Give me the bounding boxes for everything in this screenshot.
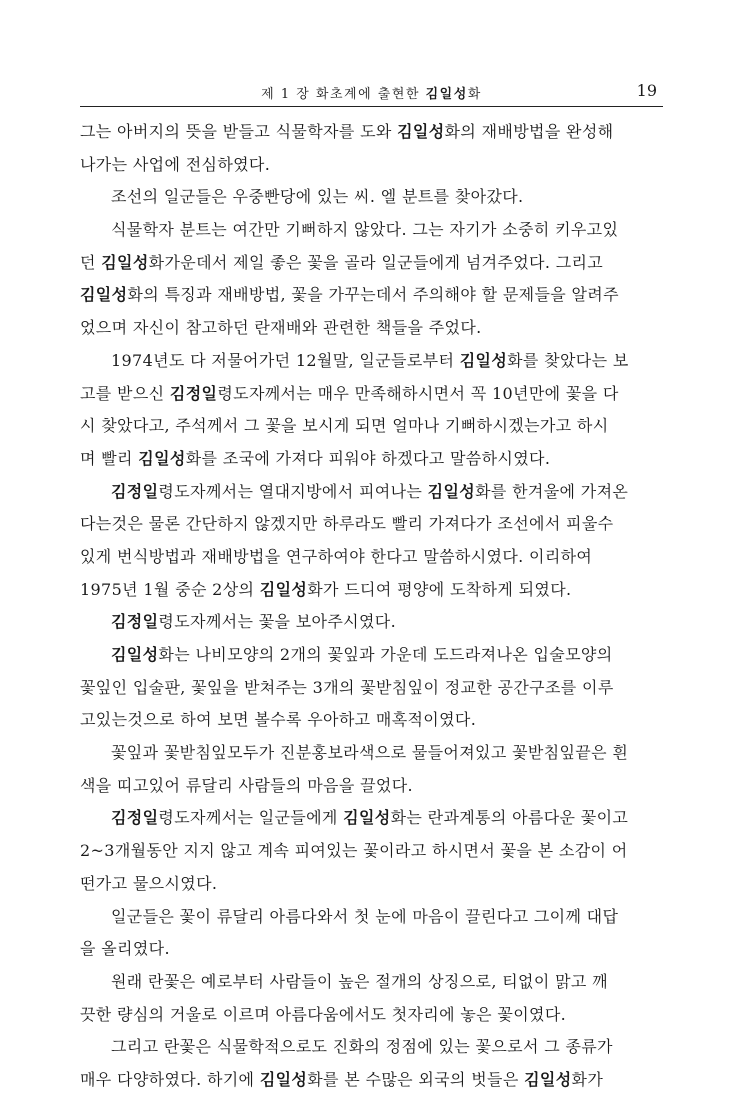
- text-line: [80, 214, 663, 247]
- text-run: 고있는것으로 하여 보면 볼수록 우아하고 매혹적이였다.: [80, 710, 477, 730]
- text-run: 식물학자 분트는 여간만 기뻐하지 않았다. 그는 자기가 소중히 키우고있: [111, 220, 619, 240]
- text-line: [80, 639, 663, 672]
- text-run: 매우 다양하였다. 하기에: [80, 1069, 260, 1089]
- text-line: [80, 802, 663, 835]
- text-run: 원래 란꽃은 예로부터 사람들이 높은 절개의 상징으로, 티없이 맑고 깨: [111, 971, 608, 991]
- text-run: 화를 찾았다는 보: [507, 350, 629, 370]
- text-run: 그리고 란꽃은 식물학적으로도 진화의 정점에 있는 꽃으로서 그 종류가: [111, 1037, 613, 1057]
- text-run: 화가운데서 제일 좋은 꽃을 골라 일군들에게 넘겨주었다. 그리고: [148, 252, 604, 272]
- text-line: [80, 149, 663, 182]
- bold-name: 김일성: [259, 1069, 308, 1089]
- text-line: [80, 1064, 663, 1097]
- text-run: 화의 특징과 재배방법, 꽃을 가꾸는데서 주의해야 할 문제들을 알려주: [127, 285, 619, 305]
- text-line: [80, 737, 663, 770]
- text-run: 1975년 1월 중순 2상의: [80, 579, 260, 599]
- text-line: [80, 279, 663, 312]
- text-run: 었으며 자신이 참고하던 란재배와 관련한 책들을 주었다.: [80, 318, 482, 338]
- text-line: [80, 574, 663, 607]
- bold-name: 김일성: [427, 481, 476, 501]
- running-header: [80, 80, 663, 107]
- bold-name: 김일성: [524, 1069, 572, 1089]
- chapter-title-post: 화: [467, 87, 482, 102]
- text-line: [80, 901, 663, 934]
- bold-name: 김정일: [111, 808, 159, 828]
- page-number: 19: [636, 81, 657, 100]
- text-run: 일군들은 꽃이 류달리 아름다와서 첫 눈에 마음이 끌린다고 그이께 대답: [111, 906, 619, 926]
- text-line: [80, 116, 663, 149]
- text-line: [80, 1031, 663, 1064]
- text-run: 화는 나비모양의 2개의 꽃잎과 가운데 도드라져나온 입술모양의: [158, 645, 613, 664]
- text-run: 1974년도 다 저물어가던 12월말, 일군들로부터: [111, 350, 460, 370]
- text-run: 화의 재배방법을 완성해: [444, 122, 614, 141]
- text-run: 나가는 사업에 전심하였다.: [80, 154, 271, 174]
- bold-name: 김일성: [138, 448, 186, 468]
- text-line: [80, 181, 663, 214]
- bold-name: 김일성: [397, 122, 445, 141]
- text-line: [80, 704, 663, 737]
- text-line: [80, 835, 663, 868]
- text-run: 화는 란과계통의 아름다운 꽃이고: [390, 808, 629, 828]
- text-line: [80, 247, 663, 280]
- text-run: 화가: [571, 1069, 604, 1089]
- text-line: [80, 868, 663, 901]
- text-line: [80, 770, 663, 803]
- bold-name: 김일성: [343, 808, 391, 828]
- text-run: 화를 한겨울에 가져온: [475, 481, 629, 501]
- text-line: [80, 966, 663, 999]
- text-line: [80, 999, 663, 1032]
- bold-name: 김일성: [459, 350, 508, 370]
- text-run: 화를 본 수많은 외국의 벗들은: [307, 1069, 525, 1089]
- text-run: 을 올리였다.: [80, 939, 170, 959]
- chapter-title-pre: 제 1 장 화초계에 출현한: [261, 87, 426, 102]
- text-line: [80, 312, 663, 345]
- chapter-title-bold: 김일성: [425, 87, 468, 102]
- bold-name: 김일성: [80, 285, 128, 305]
- text-line: [80, 508, 663, 541]
- text-run: 령도자께서는 꽃을 보아주시였다.: [158, 612, 397, 632]
- bold-name: 김일성: [259, 579, 308, 599]
- text-run: 그는 아버지의 뜻을 받들고 식물학자를 도와: [80, 122, 398, 141]
- text-run: 다는것은 물론 간단하지 않겠지만 하루라도 빨리 가져다가 조선에서 피울수: [80, 514, 614, 534]
- bold-name: 김정일: [111, 481, 159, 501]
- text-run: 며 빨리: [80, 448, 139, 468]
- chapter-title: [80, 83, 663, 102]
- bold-name: 김정일: [111, 612, 159, 632]
- body-text: [80, 116, 663, 1097]
- text-run: 시 찾았다고, 주석께서 그 꽃을 보시게 되면 얼마나 기뻐하시겠는가고 하시: [80, 416, 609, 436]
- text-run: 끗한 량심의 거울로 이르며 아름다움에서도 첫자리에 놓은 꽃이였다.: [80, 1004, 567, 1024]
- text-run: 떤가고 물으시였다.: [80, 873, 218, 893]
- text-line: [80, 378, 663, 411]
- bold-name: 김일성: [101, 252, 149, 272]
- text-line: [80, 443, 663, 476]
- bold-name: 김정일: [169, 383, 218, 403]
- text-line: [80, 541, 663, 574]
- text-line: [80, 410, 663, 443]
- text-run: 색을 띠고있어 류달리 사람들의 마음을 끌었다.: [80, 775, 413, 795]
- text-line: [80, 606, 663, 639]
- text-line: [80, 933, 663, 966]
- text-line: [80, 476, 663, 509]
- text-line: [80, 672, 663, 705]
- text-run: 화를 조국에 가져다 피워야 하겠다고 말씀하시였다.: [185, 448, 551, 468]
- text-run: 령도자께서는 열대지방에서 피여나는: [158, 481, 428, 501]
- text-run: 있게 번식방법과 재배방법을 연구하여야 한다고 말씀하시였다. 이리하여: [80, 546, 593, 566]
- text-run: 조선의 일군들은 우중빤당에 있는 씨. 엘 분트를 찾아갔다.: [111, 187, 524, 207]
- text-run: 령도자께서는 일군들에게: [158, 808, 344, 828]
- text-run: 고를 받으신: [80, 383, 170, 403]
- text-run: 화가 드디여 평양에 도착하게 되였다.: [307, 579, 572, 599]
- text-run: 꽃잎인 입술판, 꽃잎을 받쳐주는 3개의 꽃받침잎이 정교한 공간구조를 이루: [80, 677, 614, 697]
- text-run: 꽃잎과 꽃받침잎모두가 진분홍보라색으로 물들어져있고 꽃받침잎끝은 흰: [111, 743, 629, 763]
- bold-name: 김일성: [111, 645, 159, 664]
- text-line: [80, 345, 663, 378]
- text-run: 던: [80, 252, 102, 272]
- text-run: 2~3개월동안 지지 않고 계속 피여있는 꽃이라고 하시면서 꽃을 본 소감이 어: [80, 841, 628, 861]
- text-run: 령도자께서는 매우 만족해하시면서 꼭 10년만에 꽃을 다: [217, 383, 619, 403]
